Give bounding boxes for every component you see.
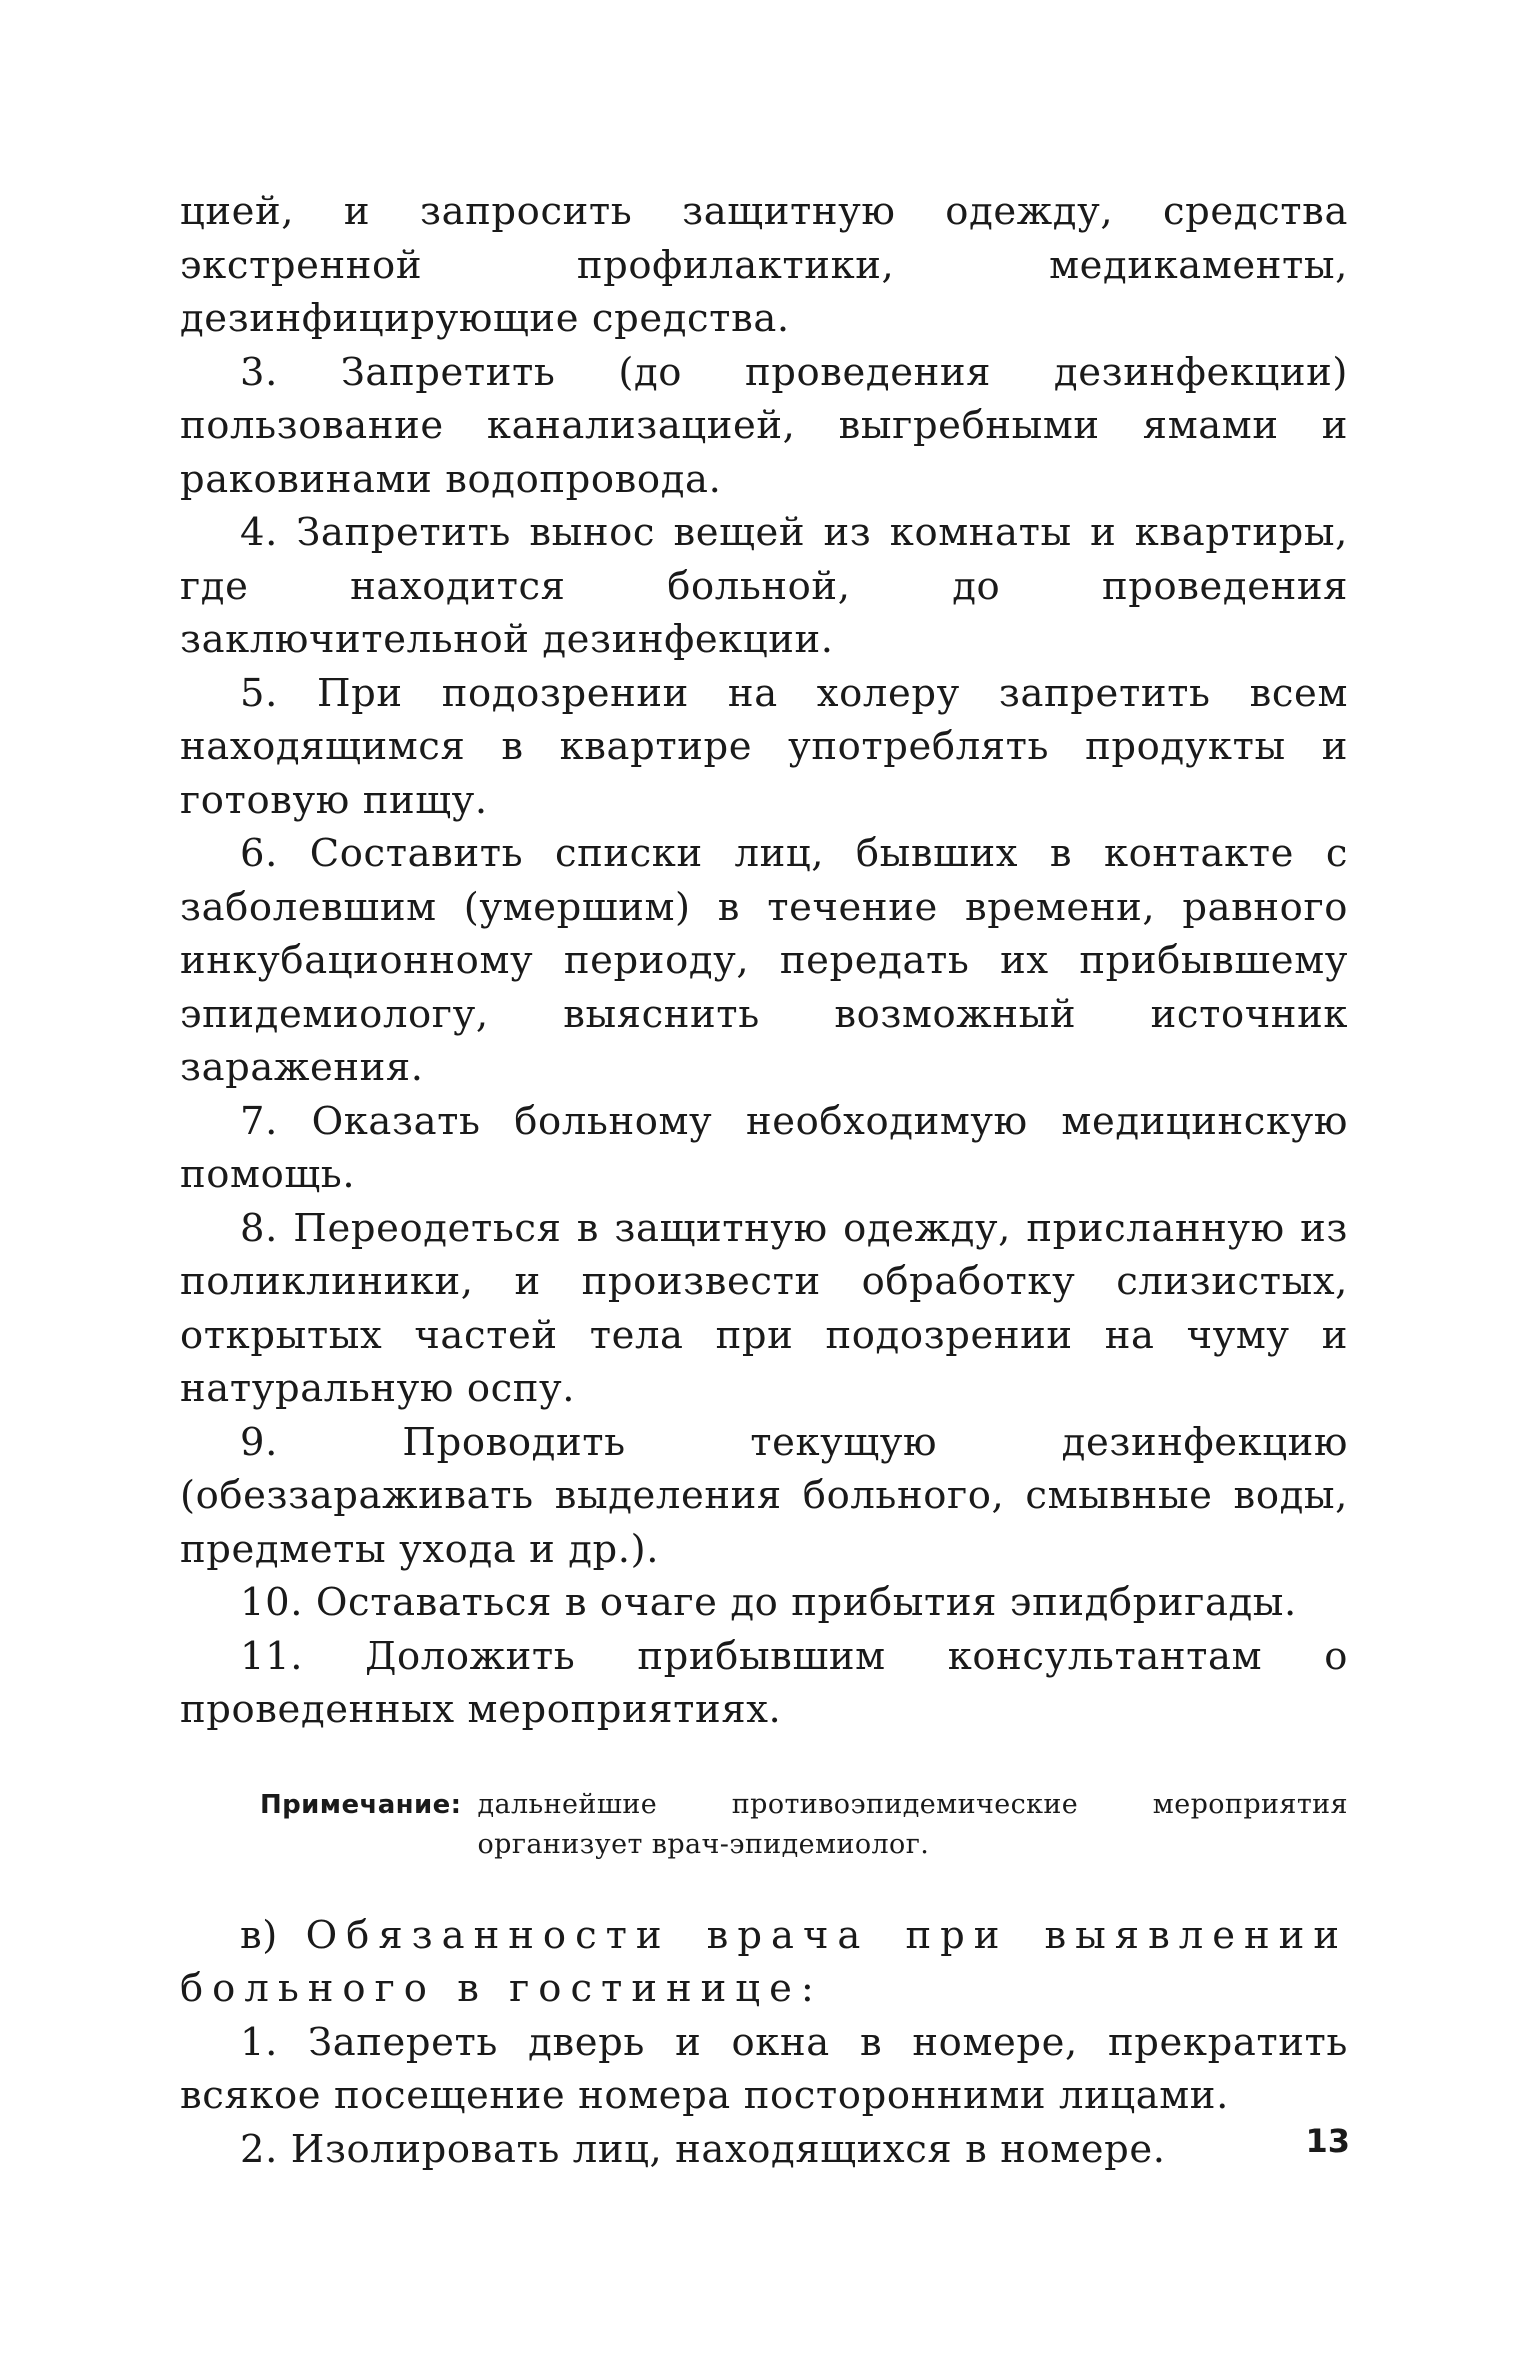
list-item: 10. Оставаться в очаге до прибытия эпидбригады. <box>240 1580 1297 1625</box>
list-item: 1. Запереть дверь и окна в номере, прекратить всякое посещение номера посторонними лицами. <box>180 2019 1348 2118</box>
page-body <box>180 185 1348 2176</box>
section-title: Обязанности врача при выявлении больного в гостинице: <box>180 1912 1348 2011</box>
page-number: 13 <box>1305 2122 1350 2160</box>
list-item: 11. Доложить прибывшим консультантам о проведенных мероприятиях. <box>180 1633 1348 1732</box>
continuation-paragraph: цией, и запросить защитную одежду, средства экстренной профилактики, медикаменты, дезинфицирующие средства. <box>180 189 1348 341</box>
list-item: 8. Переодеться в защитную одежду, присланную из поликлиники, и произвести обработку слизистых, открытых частей тела при подозрении на чуму и натуральную оспу. <box>180 1205 1348 1411</box>
note-label: Примечание: <box>260 1789 462 1820</box>
section-heading <box>180 1909 1348 2016</box>
list-item: 2. Изолировать лиц, находящихся в номере. <box>240 2126 1166 2172</box>
list-item: 9. Проводить текущую дезинфекцию (обеззараживать выделения больного, смывные воды, предметы ухода и др.). <box>180 1419 1348 1572</box>
note-text: дальнейшие противоэпидемические мероприятия организует врач-эпидемиолог. <box>477 1788 1348 1860</box>
list-item: 7. Оказать больному необходимую медицинскую помощь. <box>180 1098 1348 1197</box>
list-item: 3. Запретить (до проведения дезинфекции) пользование канализацией, выгребными ямами и раковинами водопровода. <box>180 349 1348 502</box>
note-block <box>260 1785 1348 1865</box>
section-letter: в) <box>240 1912 278 1958</box>
list-item: 6. Составить списки лиц, бывших в контакте с заболевшим (умершим) в течение времени, равного инкубационному периоду, передать их прибывшему эпидемиологу, выяснить возможный источник заражения. <box>180 831 1348 1090</box>
list-item: 5. При подозрении на холеру запретить всем находящимся в квартире употреблять продукты и готовую пищу. <box>180 670 1348 823</box>
list-item: 4. Запретить вынос вещей из комнаты и квартиры, где находится больной, до проведения заключительной дезинфекции. <box>180 510 1348 662</box>
